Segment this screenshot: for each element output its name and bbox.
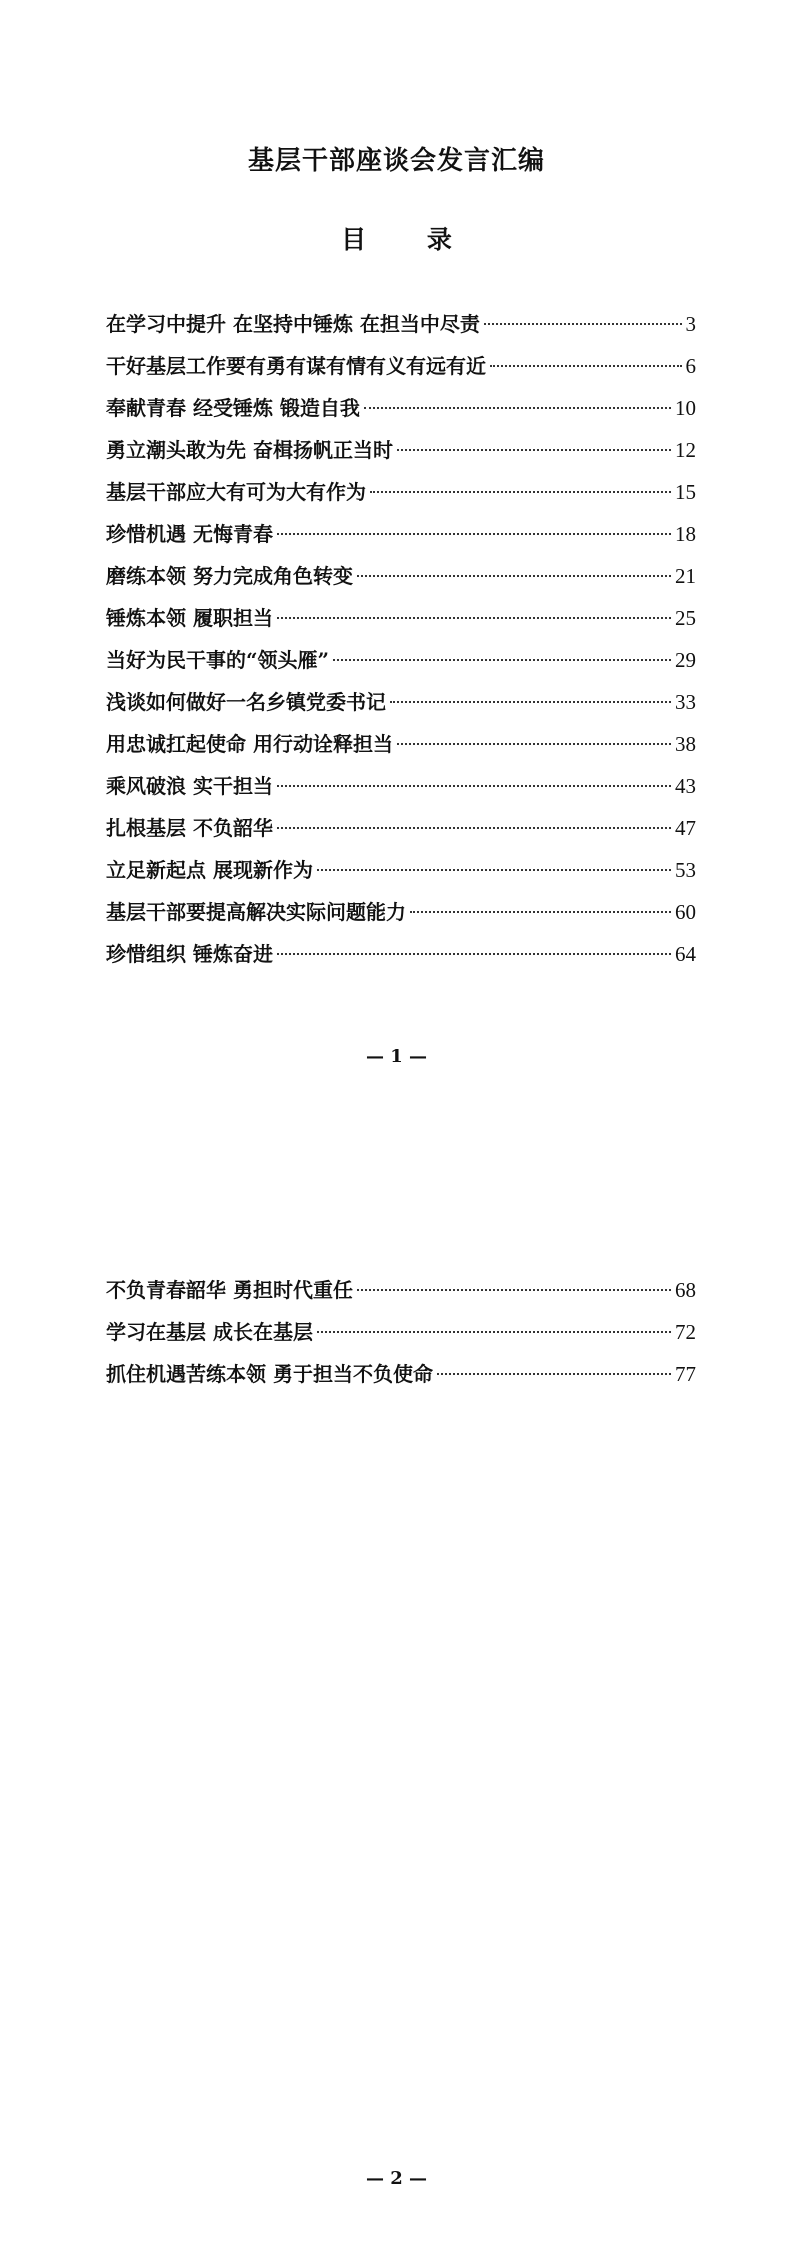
toc-leader-dots: [490, 365, 682, 367]
toc-entry-title: 基层干部应大有可为大有作为: [106, 480, 366, 504]
toc-entry[interactable]: [106, 1353, 696, 1395]
page-number: — 1 —: [365, 1046, 428, 1067]
toc-leader-dots: [277, 617, 671, 619]
toc-leader-dots: [397, 449, 671, 451]
toc-entry-title: 磨练本领 努力完成角色转变: [106, 564, 353, 588]
toc-entry-title: 珍惜机遇 无悔青春: [106, 522, 273, 546]
toc-leader-dots: [484, 323, 682, 325]
toc-entry-title: 锤炼本领 履职担当: [106, 606, 273, 630]
toc-entry[interactable]: [106, 639, 696, 681]
toc-entry[interactable]: [106, 429, 696, 471]
toc-leader-dots: [277, 827, 671, 829]
page-number: — 2 —: [365, 2168, 428, 2189]
toc-entry-title: 学习在基层 成长在基层: [106, 1320, 313, 1344]
toc-entry-title: 基层干部要提高解决实际问题能力: [106, 900, 406, 924]
toc-entry-page: 15: [675, 480, 696, 504]
toc-entry[interactable]: [106, 513, 696, 555]
toc-entry-title: 用忠诚扛起使命 用行动诠释担当: [106, 732, 393, 756]
toc-leader-dots: [357, 1289, 671, 1291]
toc-entry-page: 64: [675, 942, 696, 966]
toc-entry-page: 68: [675, 1278, 696, 1302]
toc-entry-title: 在学习中提升 在坚持中锤炼 在担当中尽责: [106, 312, 480, 336]
toc-entry[interactable]: [106, 597, 696, 639]
toc-entry[interactable]: [106, 849, 696, 891]
toc-leader-dots: [317, 1331, 671, 1333]
toc-entry-page: 12: [675, 438, 696, 462]
toc-leader-dots: [277, 533, 671, 535]
document-page-2: [0, 1122, 793, 2244]
toc-entry[interactable]: [106, 891, 696, 933]
toc-entry-page: 72: [675, 1320, 696, 1344]
toc-entry-title: 立足新起点 展现新作为: [106, 858, 313, 882]
toc-entry[interactable]: [106, 1311, 696, 1353]
toc-leader-dots: [370, 491, 671, 493]
toc-entry[interactable]: [106, 345, 696, 387]
toc-entry-page: 6: [685, 354, 696, 378]
toc-entry-page: 10: [675, 396, 696, 420]
toc-leader-dots: [317, 869, 671, 871]
toc-entry-title: 勇立潮头敢为先 奋楫扬帆正当时: [106, 438, 393, 462]
toc-entry-page: 60: [675, 900, 696, 924]
toc-entry[interactable]: [106, 303, 696, 345]
toc-entry-title: 浅谈如何做好一名乡镇党委书记: [106, 690, 386, 714]
toc-leader-dots: [277, 785, 671, 787]
toc-leader-dots: [397, 743, 671, 745]
toc-entry-title: 乘风破浪 实干担当: [106, 774, 273, 798]
toc-list: [106, 303, 696, 975]
toc-entry-title: 干好基层工作要有勇有谋有情有义有远有近: [106, 354, 486, 378]
toc-entry-title: 抓住机遇苦练本领 勇于担当不负使命: [106, 1362, 433, 1386]
toc-entry[interactable]: [106, 387, 696, 429]
toc-entry-page: 25: [675, 606, 696, 630]
toc-entry-title: 奉献青春 经受锤炼 锻造自我: [106, 396, 360, 420]
toc-entry[interactable]: [106, 471, 696, 513]
toc-entry-page: 3: [685, 312, 696, 336]
toc-entry[interactable]: [106, 555, 696, 597]
toc-leader-dots: [410, 911, 671, 913]
toc-leader-dots: [437, 1373, 671, 1375]
toc-heading: 目 录: [341, 225, 478, 254]
toc-entry-page: 18: [675, 522, 696, 546]
toc-entry-title: 当好为民干事的“领头雁”: [106, 648, 330, 672]
toc-leader-dots: [390, 701, 671, 703]
toc-entry-page: 33: [675, 690, 696, 714]
toc-entry-title: 扎根基层 不负韶华: [106, 816, 273, 840]
toc-entry[interactable]: [106, 807, 696, 849]
toc-entry-page: 38: [675, 732, 696, 756]
toc-entry-page: 29: [675, 648, 696, 672]
toc-leader-dots: [333, 659, 671, 661]
toc-entry[interactable]: [106, 681, 696, 723]
document-title: 基层干部座谈会发言汇编: [247, 146, 545, 176]
toc-entry-title: 不负青春韶华 勇担时代重任: [106, 1278, 353, 1302]
toc-entry-title: 珍惜组织 锤炼奋进: [106, 942, 273, 966]
toc-leader-dots: [357, 575, 671, 577]
toc-entry-page: 21: [675, 564, 696, 588]
toc-leader-dots: [277, 953, 671, 955]
toc-entry[interactable]: [106, 933, 696, 975]
toc-entry-page: 77: [675, 1362, 696, 1386]
toc-entry[interactable]: [106, 723, 696, 765]
toc-list: [106, 1269, 696, 1395]
toc-leader-dots: [364, 407, 671, 409]
toc-entry[interactable]: [106, 765, 696, 807]
toc-entry-page: 47: [675, 816, 696, 840]
toc-entry-page: 53: [675, 858, 696, 882]
toc-entry[interactable]: [106, 1269, 696, 1311]
toc-entry-page: 43: [675, 774, 696, 798]
